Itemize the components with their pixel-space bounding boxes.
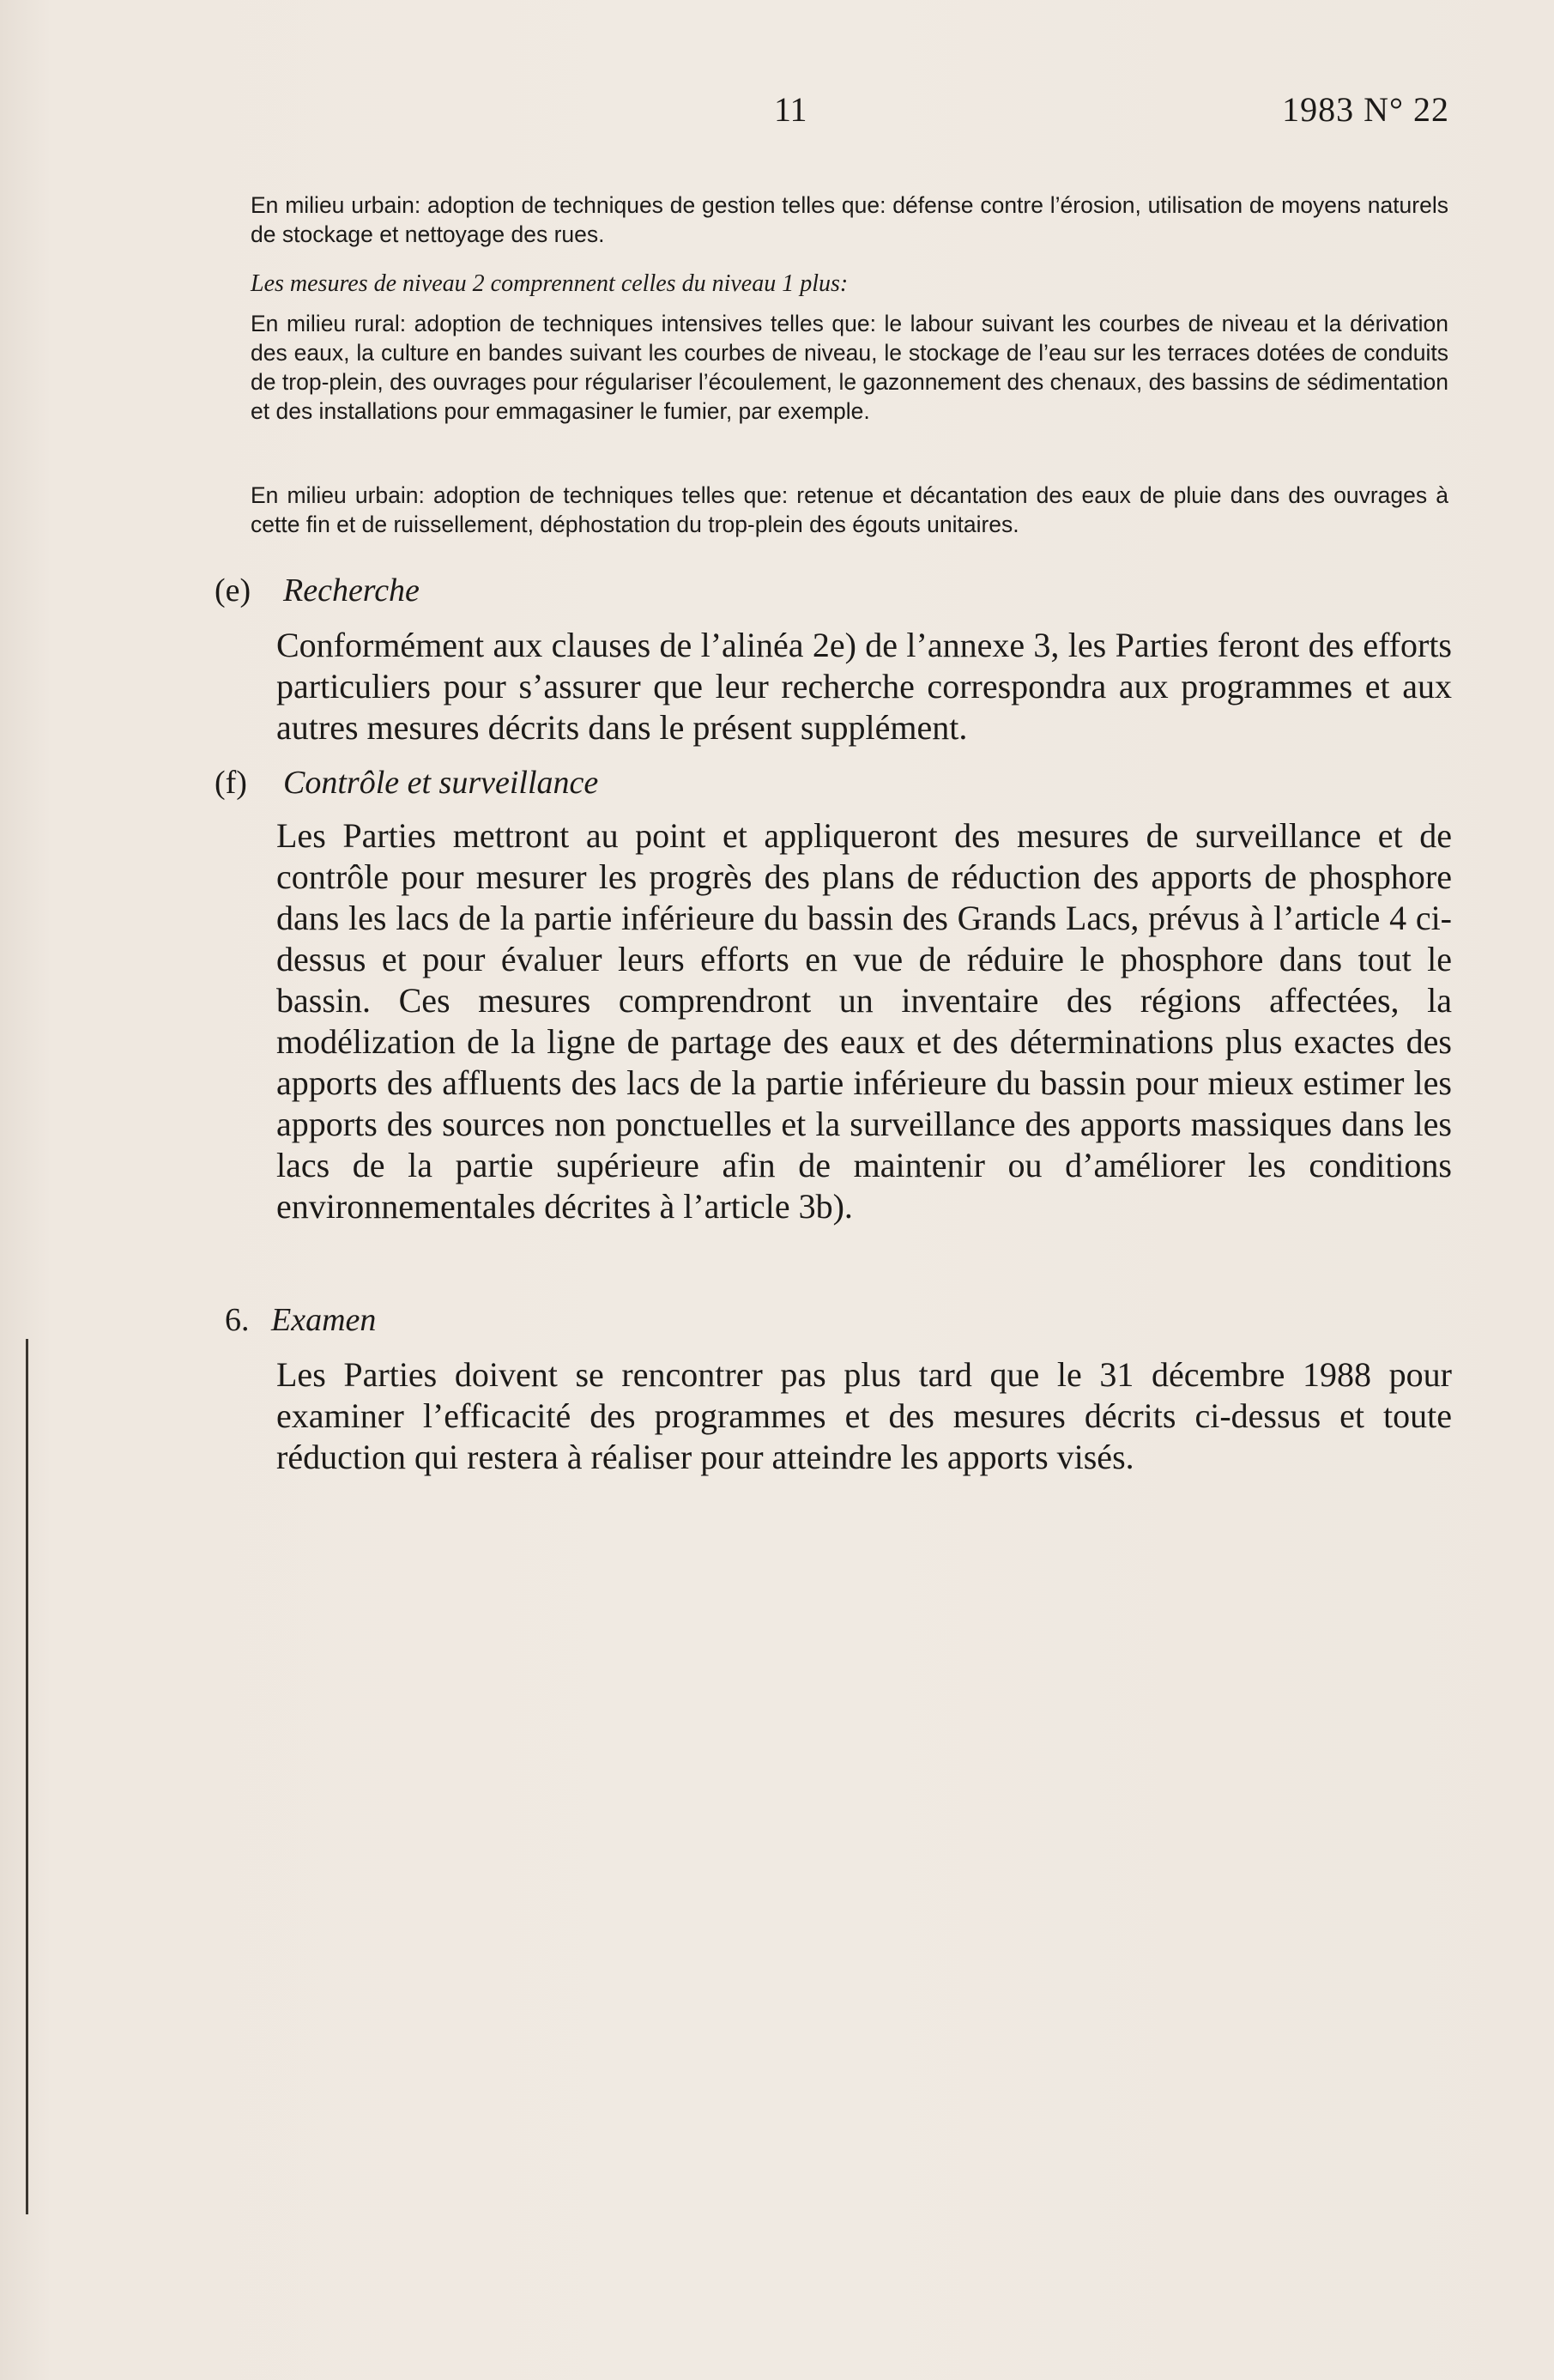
- section-6-title: Examen: [271, 1302, 377, 1338]
- page-number: 11: [774, 90, 807, 129]
- page-header: [0, 89, 1554, 141]
- rural-level2-paragraph: En milieu rural: adoption de techniques intensives telles que: le labour suivant les courbes de niveau et la dérivation des eaux, la culture en bandes suivant les courbes de niveau, le stockage de l’eau sur les terraces dotées de conduits de trop-plein, des ouvrages pour régulariser l’écoulement, le gazonnement des chenaux, des bassins de sédimentation et des installations pour emmagasiner le fumier, par exemple.: [251, 311, 1448, 424]
- section-6-label: 6.: [225, 1302, 250, 1338]
- section-f-body: Les Parties mettront au point et appliqueront des mesures de surveillance et de contrôle pour mesurer les progrès des plans de réduction des apports de phosphore dans les lacs de la partie inférieure du bassin des Grands Lacs, prévus à l’article 4 ci-dessus et pour évaluer leurs efforts en vue de réduire le phosphore dans tout le bassin. Ces mesures comprendront un inventaire des régions affectées, la modélization de la ligne de partage des eaux et des déterminations plus exactes des apports des affluents des lacs de la partie inférieure du bassin pour mieux estimer les apports des sources non ponctuelles et la surveillance des apports massiques dans les lacs de la partie supérieure afin de maintenir ou d’améliorer les conditions environnementales décrites à l’article 3b).: [276, 816, 1452, 1226]
- section-e-title: Recherche: [283, 572, 420, 609]
- section-6-heading: [225, 1301, 740, 1344]
- section-f-label: (f): [215, 765, 247, 801]
- urban-level1-paragraph: En milieu urbain: adoption de techniques de gestion telles que: défense contre l’érosion, utilisation de moyens naturels de stockage et nettoyage des rues.: [251, 192, 1448, 247]
- section-e-heading: [215, 572, 729, 615]
- binding-edge-line: [26, 1339, 28, 2214]
- urban-level2-paragraph: En milieu urbain: adoption de techniques telles que: retenue et décantation des eaux de pluie dans des ouvrages à cette fin et de ruissellement, déphostation du trop-plein des égouts unitaires.: [251, 482, 1448, 537]
- section-e-label: (e): [215, 572, 251, 609]
- level2-intro: Les mesures de niveau 2 comprennent celles du niveau 1 plus:: [251, 270, 849, 297]
- section-f-title: Contrôle et surveillance: [283, 765, 599, 801]
- section-6-body: Les Parties doivent se rencontrer pas plus tard que le 31 décembre 1988 pour examiner l’efficacité des programmes et des mesures décrits ci-dessus et toute réduction qui restera à réaliser pour atteindre les apports visés.: [276, 1355, 1452, 1476]
- year-and-number: 1983 N° 22: [1282, 90, 1449, 129]
- section-f-heading: [215, 764, 901, 807]
- section-e-body: Conformément aux clauses de l’alinéa 2e) de l’annexe 3, les Parties feront des efforts particuliers pour s’assurer que leur recherche correspondra aux programmes et aux autres mesures décrits dans le présent supplément.: [276, 626, 1452, 747]
